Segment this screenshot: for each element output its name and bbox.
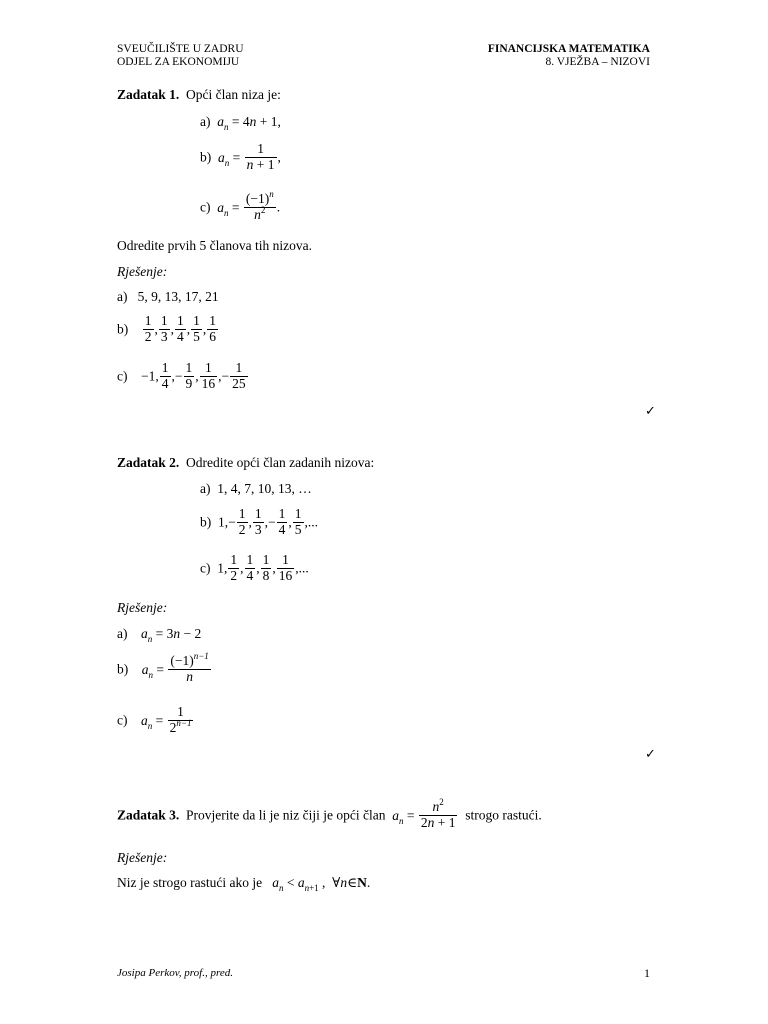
task2-title: Zadatak 2. — [117, 455, 180, 470]
task1-solution-a — [117, 290, 219, 304]
task2-sol-a-label: a) — [117, 626, 128, 641]
task2-text: Odredite opći član zadanih nizova: — [186, 455, 375, 470]
task2-solution-a: a) $a_n = 3n - 2$ — [117, 626, 202, 644]
task1-solution-label: Rješenje: — [117, 264, 168, 279]
task1-item-c: c) $a_n$ = $\frac{(-1)^n}{n^2}$ . — [200, 189, 281, 222]
task3-title: Zadatak 3. — [117, 807, 180, 823]
task2-c-label: c) — [200, 560, 211, 576]
task3-solution-label: Rješenje: — [117, 850, 168, 865]
task2-b-label: b) — [200, 514, 212, 530]
task1-sol-a-values: 5, 9, 13, 17, 21 — [137, 289, 219, 304]
task1-instruction: Odredite prvih 5 članova tih nizova. — [117, 238, 312, 253]
header-institution: SVEUČILIŠTE U ZADRU — [117, 43, 244, 55]
task2-sol-c-label: c) — [117, 712, 128, 728]
page-number: 1 — [644, 966, 650, 980]
task1-item-b: b) $a_n$ = $\frac{1}{n + 1}$ , — [200, 141, 281, 172]
header-exercise: 8. VJEŽBA – NIZOVI — [545, 56, 650, 68]
task1-solution-c: c) −1, $\frac{1}{4}$ ,− $\frac{1}{9}$ , $\frac{1}{16}$ ,− $\frac{1}{25}$ — [117, 360, 246, 391]
task2-item-b: b) 1,− $\frac{1}{2}$ , $\frac{1}{3}$ ,− $\frac{1}{4}$ , $\frac{1}{5}$ ,... — [200, 506, 318, 537]
task1-c-label: c) — [200, 199, 211, 215]
task2-a-sequence: 1, 4, 7, 10, 13, … — [217, 481, 312, 496]
task2-solution-b: b) $a_n$ = $\frac{(-1)^{n-1}}{n}$ — [117, 651, 209, 684]
task3-text: Provjerite da li je niz čiji je opći član — [186, 807, 386, 823]
task1-a-label: a) — [200, 114, 211, 129]
task1-text: Opći član niza je: — [186, 87, 281, 102]
task3-solution-line: Niz je strogo rastući ako je $a_n < a_{n+1}$ , ∀n∈N. — [117, 875, 371, 893]
task2-solution-c: c) $a_n$ = $\frac{1}{2^{n-1}}$ — [117, 704, 192, 735]
task1-check-icon: ✓ — [645, 404, 656, 419]
task1-heading — [117, 88, 281, 102]
task2-a-label: a) — [200, 481, 211, 496]
header-course: FINANCIJSKA MATEMATIKA — [487, 43, 650, 55]
task1-b-label: b) — [200, 149, 212, 165]
task3-sol-text: Niz je strogo rastući ako je — [117, 875, 263, 890]
task1-item-a: a) $a_n = 4n + 1$, — [200, 114, 281, 132]
task2-check-icon: ✓ — [645, 747, 656, 762]
task1-sol-c-label: c) — [117, 368, 128, 384]
task2-solution-label: Rješenje: — [117, 600, 168, 615]
header-department: ODJEL ZA EKONOMIJU — [117, 56, 240, 68]
footer-author: Josipa Perkov, prof., pred. — [117, 967, 233, 979]
task1-sol-a-label: a) — [117, 289, 128, 304]
task2-item-c: c) 1, $\frac{1}{2}$ , $\frac{1}{4}$ , $\frac{1}{8}$ , $\frac{1}{16}$ ,... — [200, 552, 309, 583]
task3-heading: Zadatak 3. Provjerite da li je niz čiji je opći član $a_n$ = $\frac{n^2}{2n + 1}$ strogo rastući. — [117, 797, 542, 830]
task2-heading — [117, 456, 374, 470]
task1-sol-b-label: b) — [117, 321, 129, 337]
task2-sol-b-label: b) — [117, 661, 129, 677]
task1-title: Zadatak 1. — [117, 87, 180, 102]
task2-item-a — [200, 482, 312, 496]
task3-text-after: strogo rastući. — [465, 807, 542, 823]
task1-solution-b: b) $\frac{1}{2}$ , $\frac{1}{3}$ , $\frac{1}{4}$ , $\frac{1}{5}$ , $\frac{1}{6}$ — [117, 313, 216, 344]
